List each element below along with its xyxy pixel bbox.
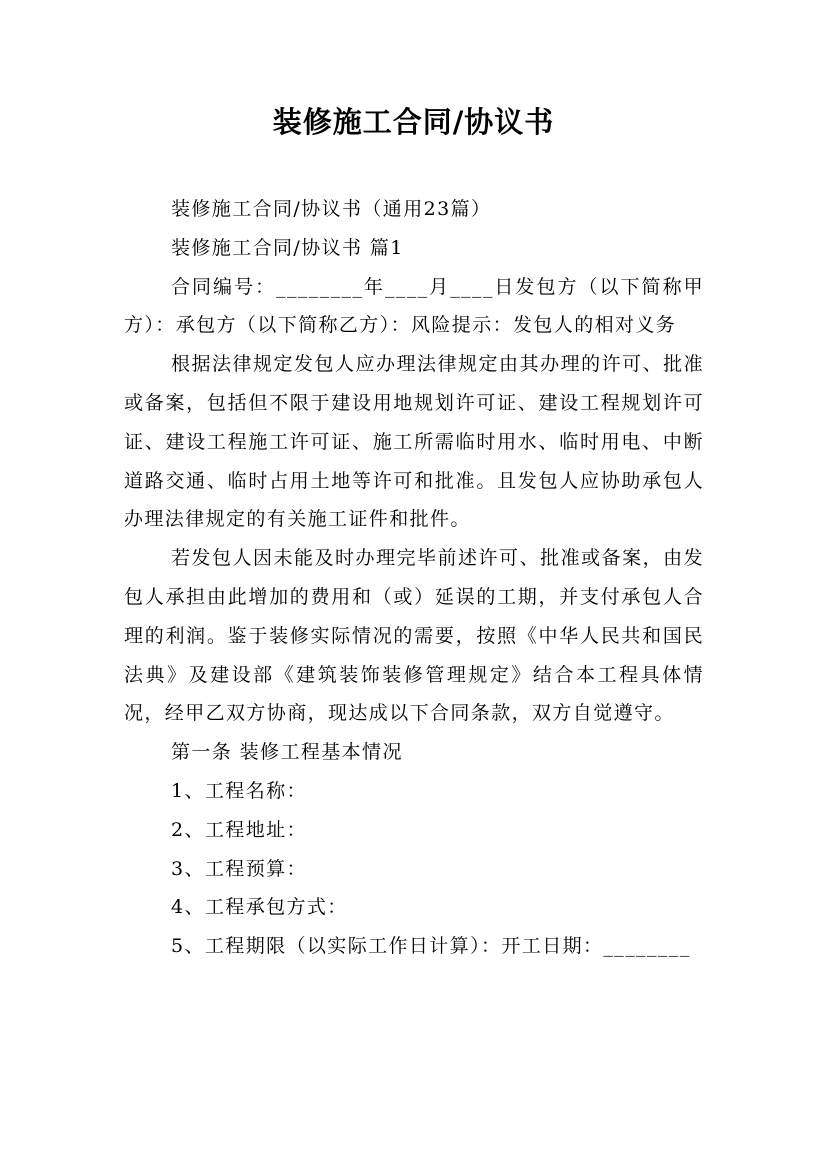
paragraph-contract-number: 合同编号：________年____月____日发包方（以下简称甲方）：承包方（以下简称乙方）：风险提示：发包人的相对义务 (124, 275, 704, 337)
paragraph-liability: 若发包人因未能及时办理完毕前述许可、批准或备案，由发包人承担由此增加的费用和（或）延误的工期，并支付承包人合理的利润。鉴于装修实际情况的需要，按照《中华人民共和国民法典》及建设部《建筑装饰装修管理规定》结合本工程具体情况，经甲乙双方协商，现达成以下合同条款，双方自觉遵守。 (124, 547, 704, 725)
paragraph-article-one: 第一条 装修工程基本情况 (171, 741, 403, 764)
list-item: 2、工程地址： (171, 818, 307, 841)
paragraph-section-heading: 装修施工合同/协议书 篇1 (171, 236, 404, 259)
paragraph-subtitle: 装修施工合同/协议书（通用23篇） (171, 198, 492, 220)
list-item: 1、工程名称： (171, 779, 307, 802)
document-body (124, 190, 704, 966)
list-item: 5、工程期限（以实际工作日计算）：开工日期：________ (171, 935, 691, 958)
list-item: 3、工程预算： (171, 857, 307, 880)
list-item: 4、工程承包方式： (171, 896, 348, 919)
paragraph-legal-requirements: 根据法律规定发包人应办理法律规定由其办理的许可、批准或备案，包括但不限于建设用地规划许可证、建设工程规划许可证、建设工程施工许可证、施工所需临时用水、临时用电、中断道路交通、临时占用土地等许可和批准。且发包人应协助承包人办理法律规定的有关施工证件和批件。 (124, 353, 704, 531)
document-title: 装修施工合同/协议书 (272, 105, 555, 139)
